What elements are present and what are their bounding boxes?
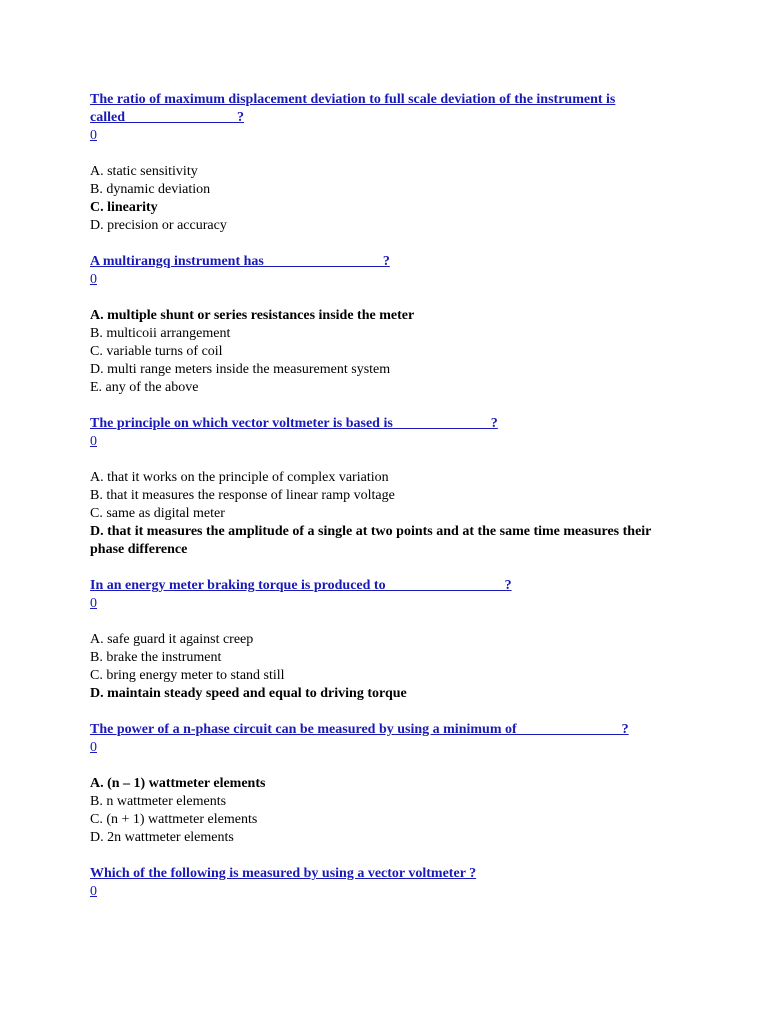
question-link[interactable]: In an energy meter braking torque is produced to_________________? — [90, 578, 512, 593]
question-link[interactable]: A multirangq instrument has_________________? — [90, 254, 390, 269]
question-block — [90, 865, 680, 919]
answer-count-link[interactable]: 0 — [90, 740, 97, 755]
options-list — [90, 775, 680, 847]
option: B. n wattmeter elements — [90, 794, 227, 809]
correct-option: D. maintain steady speed and equal to driving torque — [90, 686, 407, 701]
option: B. multicoii arrangement — [90, 326, 231, 341]
question-link[interactable]: The power of a n-phase circuit can be measured by using a minimum of_______________? — [90, 722, 629, 737]
option: B. that it measures the response of linear ramp voltage — [90, 488, 395, 503]
answer-count-link[interactable]: 0 — [90, 272, 97, 287]
question-link[interactable]: The ratio of maximum displacement deviation to full scale deviation of the instrument is called________________? — [90, 92, 616, 125]
option: C. bring energy meter to stand still — [90, 668, 285, 683]
option: C. variable turns of coil — [90, 344, 223, 359]
answer-count-link[interactable]: 0 — [90, 884, 97, 899]
option: C. (n + 1) wattmeter elements — [90, 812, 258, 827]
correct-option: C. linearity — [90, 200, 158, 215]
options-list — [90, 631, 680, 703]
options-list — [90, 163, 680, 235]
question-block — [90, 721, 680, 847]
answer-count-link[interactable]: 0 — [90, 434, 97, 449]
option: D. 2n wattmeter elements — [90, 830, 234, 845]
question-block — [90, 253, 680, 397]
answer-count-link[interactable]: 0 — [90, 596, 97, 611]
question-link[interactable]: Which of the following is measured by using a vector voltmeter ? — [90, 866, 477, 881]
option: D. precision or accuracy — [90, 218, 227, 233]
question-block — [90, 577, 680, 703]
options-list — [90, 469, 680, 559]
option: D. multi range meters inside the measurement system — [90, 362, 391, 377]
question-block — [90, 91, 680, 235]
correct-option: D. that it measures the amplitude of a single at two points and at the same time measures their phase difference — [90, 524, 652, 557]
option: E. any of the above — [90, 380, 199, 395]
question-link[interactable]: The principle on which vector voltmeter is based is______________? — [90, 416, 498, 431]
option: B. brake the instrument — [90, 650, 222, 665]
option: A. that it works on the principle of complex variation — [90, 470, 389, 485]
question-block — [90, 415, 680, 559]
option: A. static sensitivity — [90, 164, 198, 179]
option: C. same as digital meter — [90, 506, 225, 521]
correct-option: A. multiple shunt or series resistances inside the meter — [90, 308, 415, 323]
option: A. safe guard it against creep — [90, 632, 254, 647]
correct-option: A. (n – 1) wattmeter elements — [90, 776, 266, 791]
option: B. dynamic deviation — [90, 182, 211, 197]
options-list — [90, 307, 680, 397]
answer-count-link[interactable]: 0 — [90, 128, 97, 143]
